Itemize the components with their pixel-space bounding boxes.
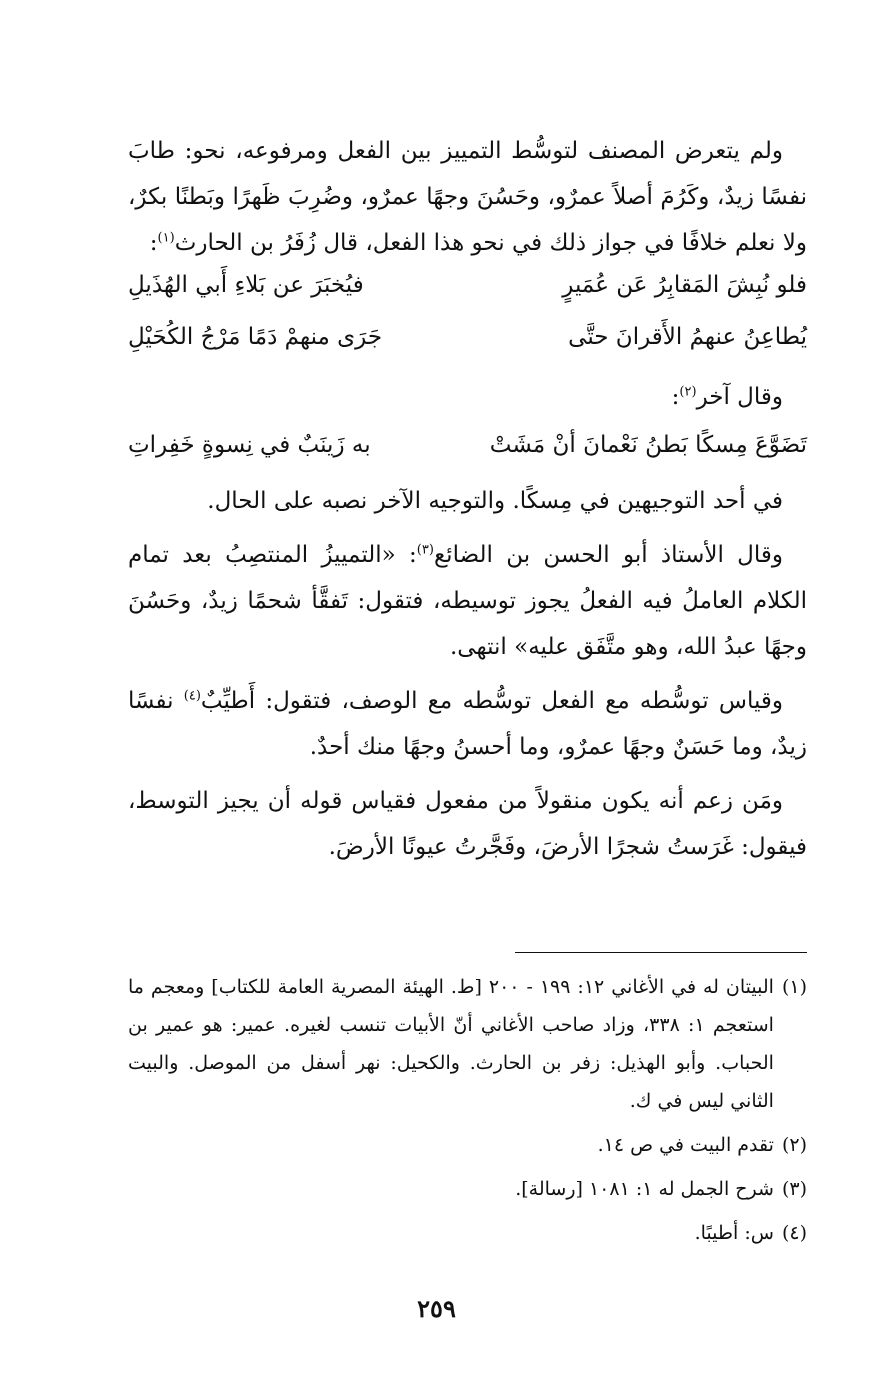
footnote-separator bbox=[515, 952, 807, 953]
verse-2-intro-colon: : bbox=[671, 384, 680, 410]
paragraph-4 bbox=[128, 532, 807, 670]
main-text bbox=[128, 128, 807, 870]
page-number: ٢٥٩ bbox=[417, 1294, 456, 1323]
footnote-1-number: (١) bbox=[781, 976, 807, 998]
verse-1-line-2 bbox=[128, 318, 807, 370]
paragraph-5-text-b: نفسًا زيدٌ، وما حَسَنٌ وجهًا عمرٌو، وما أحسنُ وجهًا منك أحدٌ. bbox=[128, 688, 807, 760]
verse-1-line-1 bbox=[128, 266, 807, 318]
footnote-4 bbox=[128, 1214, 807, 1252]
footnote-ref-1: (١) bbox=[157, 230, 175, 246]
paragraph-3: في أحد التوجيهين في مِسكًا. والتوجيه الآخر نصبه على الحال. bbox=[207, 488, 783, 514]
paragraph-5-text-a: وقياس توسُّطه مع الفعل توسُّطه مع الوصف، فتقول: أَطيِّبٌ bbox=[200, 688, 783, 714]
paragraph-6: ومَن زعم أنه يكون منقولاً من مفعول فقياس قوله أن يجيز التوسط، فيقول: غَرَستُ شجرًا الأرضَ، وفَجَّرتُ عيونًا الأرضَ. bbox=[128, 788, 807, 860]
paragraph-1-text: ولم يتعرض المصنف لتوسُّط التمييز بين الفعل ومرفوعه، نحو: طابَ نفسًا زيدٌ، وكَرُمَ أصلاً عمرٌو، وحَسُنَ وجهًا عمرٌو، وضُرِبَ ظَهرًا وبَطنًا بكرٌ، ولا نعلم خلافًا في جواز ذلك في نحو هذا الفعل، قال زُفَرُ بن الحارث bbox=[128, 138, 807, 256]
footnote-1 bbox=[128, 968, 807, 1120]
verse-2-second-hemistich: به زَينَبٌ في نِسوةٍ خَفِراتِ bbox=[128, 432, 371, 458]
verse-1-line-1-second-hemistich: فيُخبَرَ عن بَلاءِ أَبي الهُذَيلِ bbox=[128, 272, 364, 298]
verse-1-line-2-second-hemistich: جَرَى منهمْ دَمًا مَرْجُ الكُحَيْلِ bbox=[128, 324, 383, 350]
footnote-3 bbox=[128, 1170, 807, 1208]
footnote-4-text: س: أطيبًا. bbox=[694, 1222, 774, 1244]
verse-2-intro bbox=[128, 374, 807, 420]
footnotes bbox=[128, 968, 807, 1258]
verse-1-line-2-first-hemistich: يُطاعِنُ عنهمُ الأَقرانَ حتَّى bbox=[568, 324, 807, 350]
verse-1-line-1-first-hemistich: فلو نُبِشَ المَقابِرُ عَن عُمَيرٍ bbox=[562, 272, 807, 298]
footnote-3-number: (٣) bbox=[781, 1178, 807, 1200]
footnote-ref-2: (٢) bbox=[679, 384, 697, 400]
paragraph-1 bbox=[128, 128, 807, 266]
paragraph-4-text-a: وقال الأستاذ أبو الحسن بن الضائع bbox=[433, 542, 783, 568]
verse-2-line bbox=[128, 426, 807, 478]
footnote-2 bbox=[128, 1126, 807, 1164]
paragraph-5 bbox=[128, 678, 807, 770]
verse-2-intro-text: وقال آخر bbox=[696, 384, 783, 410]
paragraph-4-text-b: : «التمييزُ المنتصِبُ بعد تمام الكلام العاملُ فيه الفعلُ يجوز توسيطه، فتقول: تَفقَّأ شحمًا زيدٌ، وحَسُنَ وجهًا عبدُ الله، وهو متَّفَق عليه» انتهى. bbox=[128, 542, 807, 660]
verse-2-first-hemistich: تَضَوَّعَ مِسكًا بَطنُ نَعْمانَ أنْ مَشَتْ bbox=[489, 432, 807, 458]
footnote-4-number: (٤) bbox=[781, 1222, 807, 1244]
footnote-1-text: البيتان له في الأغاني ١٢: ١٩٩ - ٢٠٠ [ط. الهيئة المصرية العامة للكتاب] ومعجم ما استعجم ١: ٣٣٨، وزاد صاحب الأغاني أنّ الأبيات تنسب لغيره. عمير: هو عمير بن الحباب. وأبو الهذيل: زفر بن الحارث. والكحيل: نهر أسفل من الموصل. والبيت الثاني ليس في ك. bbox=[128, 976, 774, 1112]
paragraph-1-colon: : bbox=[149, 230, 158, 256]
footnote-2-text: تقدم البيت في ص ١٤. bbox=[597, 1134, 774, 1156]
footnote-ref-3: (٣) bbox=[416, 542, 434, 558]
footnote-ref-4: (٤) bbox=[183, 688, 201, 704]
footnote-3-text: شرح الجمل له ١: ١٠٨١ [رسالة]. bbox=[515, 1178, 774, 1200]
footnote-2-number: (٢) bbox=[781, 1134, 807, 1156]
